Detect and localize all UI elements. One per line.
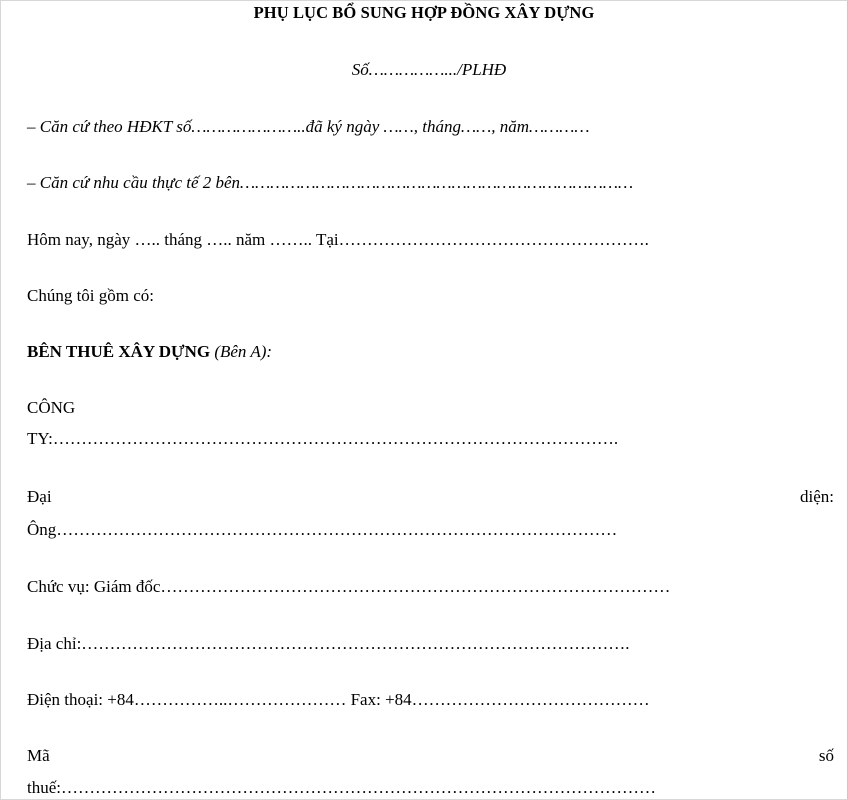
- company-label: CÔNG: [27, 398, 76, 417]
- address-line: Địa chỉ:…………………………………………………………………………………….: [27, 634, 630, 653]
- company-line: TY:……………………………………………………………………………………….: [27, 429, 619, 448]
- representative-name-line: Ông………………………………………………………………………………………: [27, 520, 618, 539]
- tax-code-line: thuế:……………………………………………………………………………………………: [27, 778, 656, 797]
- party-a-note: (Bên A):: [214, 342, 273, 361]
- document-title: PHỤ LỤC BỔ SUNG HỢP ĐỒNG XÂY DỰNG: [253, 3, 595, 22]
- representative-label-right: diện:: [800, 487, 834, 506]
- parties-intro: Chúng tôi gồm có:: [27, 286, 155, 305]
- date-place-line: Hôm nay, ngày ….. tháng ….. năm …….. Tại……………………………………………….: [27, 230, 649, 249]
- party-a-label: BÊN THUÊ XÂY DỰNG: [27, 342, 211, 361]
- tax-code-label-right: số: [818, 746, 834, 765]
- party-a-heading: [27, 341, 272, 363]
- basis-needs-line: – Căn cứ nhu cầu thực tế 2 bên……………………………………………………………………: [27, 173, 634, 192]
- position-line: Chức vụ: Giám đốc………………………………………………………………………………: [27, 577, 671, 596]
- contract-number-line: Số…………….../PLHĐ: [351, 60, 507, 79]
- tax-code-label-left: Mã: [27, 746, 50, 765]
- basis-contract-line: – Căn cứ theo HĐKT số…………………..đã ký ngày ……, tháng……, năm…………: [27, 117, 590, 136]
- representative-label-left: Đại: [27, 487, 52, 506]
- phone-fax-line: Điện thoại: +84……………..………………… Fax: +84……………………………………: [27, 690, 650, 709]
